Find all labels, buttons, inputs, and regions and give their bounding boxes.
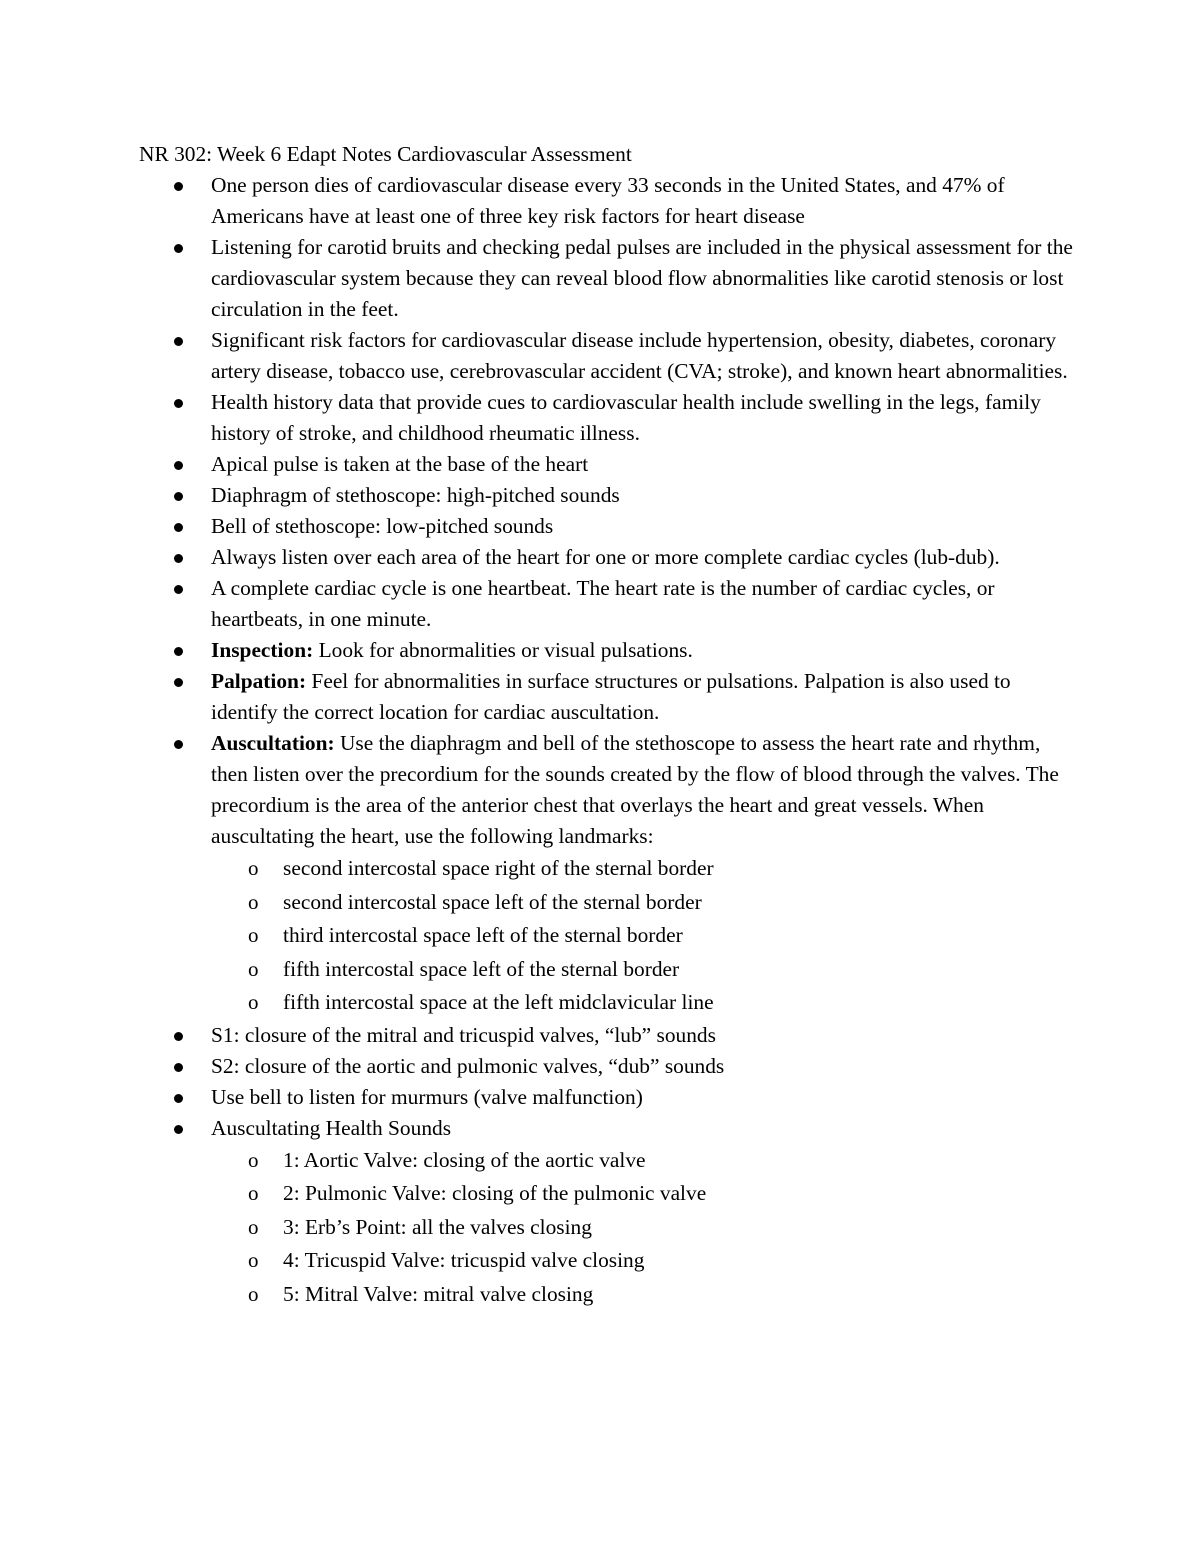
sub-bullet-icon: o — [248, 856, 259, 880]
bullet-text: Feel for abnormalities in surface structures or pulsations. Palpation is also used to identify the correct location for cardiac auscultation. — [211, 669, 1011, 724]
bullet-item — [139, 1020, 1074, 1051]
bullet-item — [139, 542, 1074, 573]
bullet-dot-icon — [174, 1094, 183, 1103]
bullet-text: Bell of stethoscope: low-pitched sounds — [211, 514, 554, 538]
sub-bullet-icon: o — [248, 923, 259, 947]
sub-item-text: 5: Mitral Valve: mitral valve closing — [283, 1281, 594, 1306]
bullet-dot-icon — [174, 182, 183, 191]
bullet-dot-icon — [174, 492, 183, 501]
bullet-dot-icon — [174, 461, 183, 470]
bullet-lead-term: Inspection: — [211, 638, 314, 662]
bullet-text: A complete cardiac cycle is one heartbeat. The heart rate is the number of cardiac cycles, or heartbeats, in one minute. — [211, 576, 995, 631]
sub-bullet-icon: o — [248, 1214, 259, 1239]
bullet-lead-term: Palpation: — [211, 669, 307, 693]
sub-item-text: third intercostal space left of the sternal border — [283, 923, 683, 947]
sub-list — [211, 852, 1074, 1020]
sub-item-text: second intercostal space right of the sternal border — [283, 856, 714, 880]
bullet-dot-icon — [174, 647, 183, 656]
sub-bullet-icon: o — [248, 1147, 259, 1172]
sub-item — [211, 1211, 1074, 1245]
bullet-text: Listening for carotid bruits and checking pedal pulses are included in the physical assessment for the cardiovascular system because they can reveal blood flow abnormalities like carotid stenosis or lost circulation in the feet. — [211, 235, 1073, 321]
sub-item-text: fifth intercostal space left of the sternal border — [283, 956, 680, 981]
sub-item — [211, 953, 1074, 987]
bullet-text: Use the diaphragm and bell of the stethoscope to assess the heart rate and rhythm, then listen over the precordium for the sounds created by the flow of blood through the valves. The precordium is the area of the anterior chest that overlays the heart and great vessels. When auscultating the heart, use the following landmarks: — [211, 731, 1059, 848]
bullet-item — [139, 728, 1074, 1020]
bullet-dot-icon — [174, 585, 183, 594]
sub-item-text: second intercostal space left of the sternal border — [283, 889, 702, 914]
bullet-text: S2: closure of the aortic and pulmonic valves, “dub” sounds — [211, 1053, 725, 1078]
bullet-item — [139, 387, 1074, 449]
bullet-text: Auscultating Health Sounds — [211, 1115, 452, 1140]
document-page — [139, 139, 1074, 1311]
sub-item — [211, 886, 1074, 920]
sub-item — [211, 1144, 1074, 1178]
sub-item-text: 3: Erb’s Point: all the valves closing — [283, 1214, 592, 1239]
bullet-text: S1: closure of the mitral and tricuspid valves, “lub” sounds — [211, 1022, 716, 1047]
bullet-item — [139, 480, 1074, 511]
bullet-item — [139, 325, 1074, 387]
bullet-item — [139, 449, 1074, 480]
bullet-text: Look for abnormalities or visual pulsations. — [313, 638, 693, 662]
sub-bullet-icon: o — [248, 1281, 259, 1306]
bullet-dot-icon — [174, 554, 183, 563]
bullet-dot-icon — [174, 1125, 183, 1134]
bullet-text: Apical pulse is taken at the base of the heart — [211, 452, 589, 476]
bullet-lead-term: Auscultation: — [211, 731, 335, 755]
sub-bullet-icon: o — [248, 889, 259, 914]
sub-item-text: 2: Pulmonic Valve: closing of the pulmonic valve — [283, 1181, 707, 1205]
document-title: NR 302: Week 6 Edapt Notes Cardiovascular Assessment — [139, 142, 632, 166]
bullet-item — [139, 1113, 1074, 1312]
sub-bullet-icon: o — [248, 990, 259, 1014]
bullet-dot-icon — [174, 337, 183, 346]
bullet-text: Diaphragm of stethoscope: high-pitched sounds — [211, 483, 620, 507]
bullet-item — [139, 666, 1074, 728]
bullet-text: Use bell to listen for murmurs (valve malfunction) — [211, 1084, 643, 1109]
sub-item — [211, 1177, 1074, 1211]
bullet-dot-icon — [174, 1032, 183, 1041]
sub-item — [211, 852, 1074, 886]
sub-bullet-icon: o — [248, 1181, 259, 1205]
sub-item — [211, 1244, 1074, 1278]
bullet-item — [139, 635, 1074, 666]
sub-list — [211, 1144, 1074, 1312]
bullet-dot-icon — [174, 399, 183, 408]
bullet-text: Always listen over each area of the heart for one or more complete cardiac cycles (lub-dub). — [211, 545, 1000, 569]
sub-bullet-icon: o — [248, 956, 259, 981]
sub-item — [211, 986, 1074, 1020]
bullet-text: Significant risk factors for cardiovascular disease include hypertension, obesity, diabetes, coronary artery disease, tobacco use, cerebrovascular accident (CVA; stroke), and known heart abnormalities. — [211, 328, 1068, 383]
bullet-dot-icon — [174, 1063, 183, 1072]
sub-item-text: 1: Aortic Valve: closing of the aortic valve — [283, 1147, 646, 1172]
bullet-text: One person dies of cardiovascular disease every 33 seconds in the United States, and 47% of Americans have at least one of three key risk factors for heart disease — [211, 173, 1005, 228]
bullet-item — [139, 511, 1074, 542]
bullet-dot-icon — [174, 523, 183, 532]
bullet-text: Health history data that provide cues to cardiovascular health include swelling in the legs, family history of stroke, and childhood rheumatic illness. — [211, 390, 1041, 445]
sub-item — [211, 919, 1074, 953]
sub-item — [211, 1278, 1074, 1312]
bullet-dot-icon — [174, 244, 183, 253]
bullet-list — [139, 170, 1074, 1311]
bullet-item — [139, 232, 1074, 325]
sub-bullet-icon: o — [248, 1248, 259, 1272]
sub-item-text: fifth intercostal space at the left midclavicular line — [283, 990, 714, 1014]
bullet-item — [139, 1051, 1074, 1082]
bullet-dot-icon — [174, 740, 183, 749]
bullet-dot-icon — [174, 678, 183, 687]
bullet-item — [139, 573, 1074, 635]
bullet-item — [139, 170, 1074, 232]
bullet-item — [139, 1082, 1074, 1113]
sub-item-text: 4: Tricuspid Valve: tricuspid valve closing — [283, 1248, 645, 1272]
